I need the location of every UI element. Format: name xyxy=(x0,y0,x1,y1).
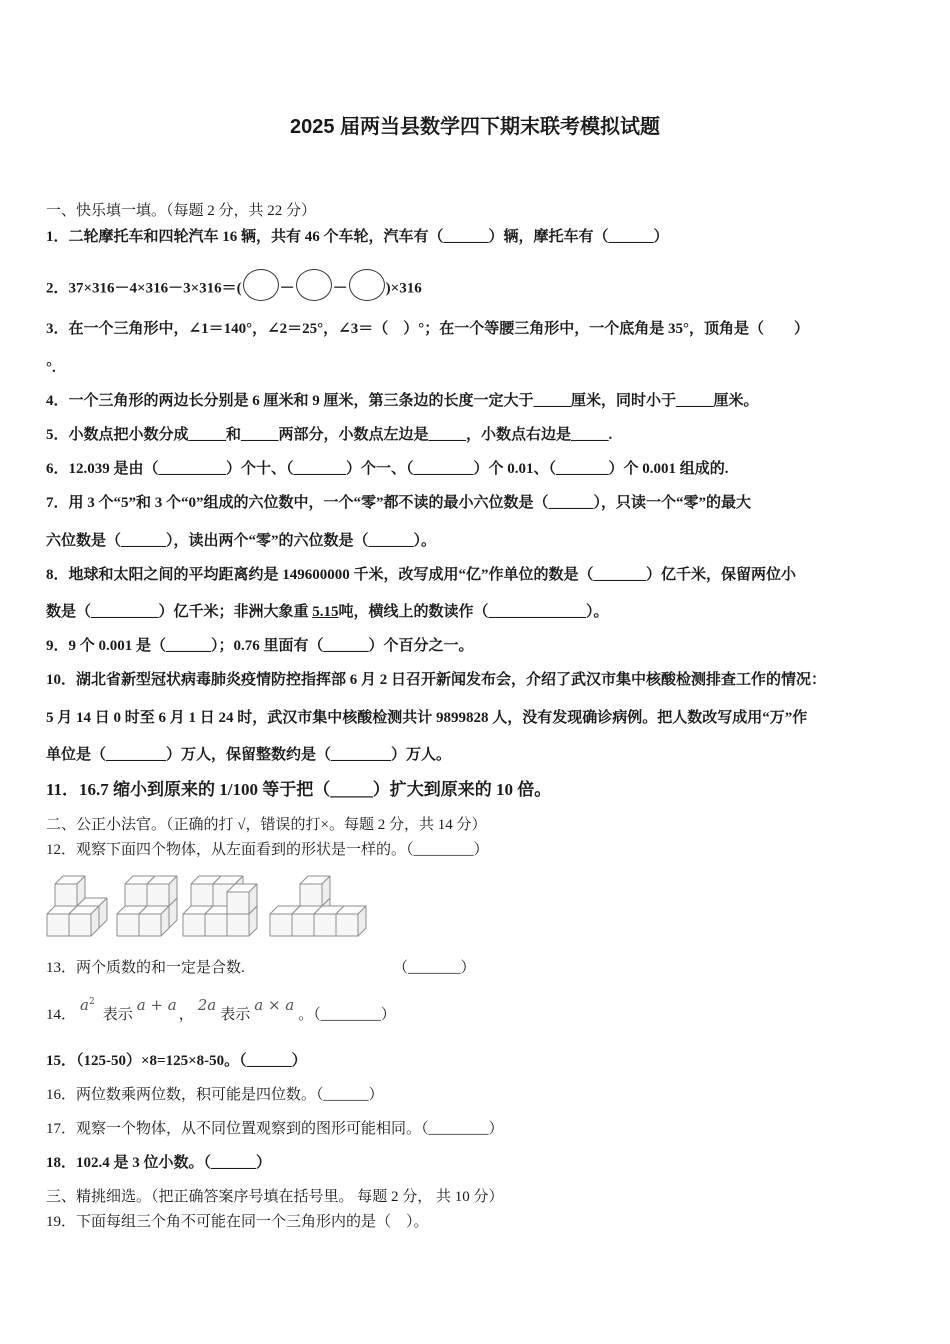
question-15: 15．（125-50）×8=125×8-50。（______） xyxy=(46,1053,307,1069)
math-exponent: 2 xyxy=(88,997,95,1007)
question-12: 12．观察下面四个物体，从左面看到的形状是一样的。（________） xyxy=(46,842,489,858)
minus-sign: － xyxy=(332,280,348,297)
word-represents: 表示 xyxy=(102,1007,133,1023)
question-16: 16．两位数乘两位数，积可能是四位数。（______） xyxy=(46,1087,384,1103)
cube xyxy=(69,906,99,936)
question-6: 6．12.039 是由（_________）个十、（_______）个一、（________）个 0.01、（_______）个 0.001 组成的. xyxy=(46,461,729,477)
question-10-line-1: 10．湖北省新型冠状病毒肺炎疫情防控指挥部 6 月 2 日召开新闻发布会，介绍了武汉市集中核酸检测排查工作的情况： xyxy=(46,672,827,688)
question-18: 18．102.4 是 3 位小数。（______） xyxy=(46,1155,272,1171)
question-1: 1．二轮摩托车和四轮汽车 16 辆，共有 46 个车轮，汽车有（______）辆，摩托车有（______） xyxy=(46,229,669,245)
cube-front-face xyxy=(227,914,249,936)
cube-front-face xyxy=(47,914,69,936)
math-expression: 2a xyxy=(197,996,217,1014)
question-11: 11．16.7 缩小到原来的 1/100 等于把（_____）扩大到原来的 10 倍。 xyxy=(46,780,552,799)
question-3-line-2: °. xyxy=(46,360,56,376)
question-14 xyxy=(46,996,396,1027)
cube-figure-1 xyxy=(47,876,107,936)
question-2-suffix: )×316 xyxy=(385,280,422,297)
cube-front-face xyxy=(139,914,161,936)
question-8-text: 数是（_________）亿千米；非洲大象重 xyxy=(46,604,313,620)
question-4: 4．一个三角形的两边长分别是 6 厘米和 9 厘米，第三条边的长度一定大于_____厘米，同时小于_____厘米。 xyxy=(46,393,759,409)
question-8-line-1: 8．地球和太阳之间的平均距离约是 149600000 千米，改写成用“亿”作单位的数是（_______）亿千米，保留两位小 xyxy=(46,567,797,583)
cube xyxy=(300,876,330,906)
math-base: a xyxy=(80,996,89,1014)
cube xyxy=(147,876,177,906)
answer-circle xyxy=(296,269,332,301)
word-represents: 表示 xyxy=(220,1007,251,1023)
question-19: 19．下面每组三个角不可能在同一个三角形内的是（ ）。 xyxy=(46,1214,429,1230)
section-2-heading: 二、公正小法官。（正确的打 √，错误的打×。每题 2 分，共 14 分） xyxy=(46,817,487,833)
cube-front-face xyxy=(336,914,358,936)
answer-blank: （_______） xyxy=(393,960,476,976)
answer-circle xyxy=(243,269,279,301)
question-2 xyxy=(46,273,422,305)
cube-front-face xyxy=(117,914,139,936)
cube-front-face xyxy=(183,914,205,936)
question-9: 9．9 个 0.001 是（______）；0.76 里面有（______）个百分之一。 xyxy=(46,638,474,654)
cube-figure-4 xyxy=(270,876,366,936)
question-17: 17．观察一个物体，从不同位置观察到的图形可能相同。（________） xyxy=(46,1121,504,1137)
page-title: 2025 届两当县数学四下期末联考模拟试题 xyxy=(289,116,661,138)
question-13-text: 13．两个质数的和一定是合数. xyxy=(46,960,245,976)
question-14-ending: 。（________） xyxy=(298,1007,396,1023)
cube-front-face xyxy=(205,914,227,936)
cube-front-face xyxy=(292,914,314,936)
math-expression xyxy=(80,996,95,1014)
question-10-line-2: 5 月 14 日 0 时至 6 月 1 日 24 时，武汉市集中核酸检测共计 9899828 人，没有发现确诊病例。把人数改写成用“万”作 xyxy=(46,710,808,726)
cube-front-face xyxy=(69,914,91,936)
question-7-line-2: 六位数是（______），读出两个“零”的六位数是（______）。 xyxy=(46,533,437,549)
cube-front-face xyxy=(314,914,336,936)
cube-front-face xyxy=(300,884,322,906)
comma: ， xyxy=(178,1007,194,1023)
cube xyxy=(139,906,169,936)
question-8-text: 吨，横线上的数读作（_____________）。 xyxy=(338,604,609,620)
underlined-number: 5.15 xyxy=(312,604,339,620)
question-8-line-2 xyxy=(46,602,609,622)
cube-figure-3 xyxy=(183,876,257,936)
section-3-heading: 三、精挑细选。（把正确答案序号填在括号里。 每题 2 分， 共 10 分） xyxy=(46,1189,504,1205)
cube-front-face xyxy=(270,914,292,936)
question-2-prefix: 2．37×316－4×316－3×316＝( xyxy=(46,280,242,297)
cube-figures xyxy=(46,868,376,940)
section-1-heading: 一、快乐填一填。（每题 2 分，共 22 分） xyxy=(46,203,317,219)
question-10-line-3: 单位是（________）万人，保留整数约是（________）万人。 xyxy=(46,747,452,763)
cube-front-face xyxy=(147,884,169,906)
question-3-line-1: 3．在一个三角形中，∠1＝140°，∠2＝25°，∠3＝（ ）°；在一个等腰三角形中，一个底角是 35°，顶角是（ ） xyxy=(46,321,809,337)
question-5: 5．小数点把小数分成_____和_____两部分，小数点左边是_____，小数点右边是_____. xyxy=(46,427,613,443)
cube xyxy=(227,884,257,914)
answer-circle xyxy=(349,269,385,301)
math-expression: a × a xyxy=(254,996,295,1014)
math-expression: a + a xyxy=(136,996,177,1014)
question-number: 14． xyxy=(46,1007,77,1023)
cube xyxy=(55,876,85,906)
cube-figure-2 xyxy=(117,876,177,936)
cube-front-face xyxy=(125,884,147,906)
minus-sign: － xyxy=(279,280,295,297)
cube xyxy=(336,906,366,936)
question-7-line-1: 7．用 3 个“5”和 3 个“0”组成的六位数中，一个“零”都不读的最小六位数是（______），只读一个“零”的最大 xyxy=(46,495,752,511)
cube-front-face xyxy=(227,892,249,914)
question-13 xyxy=(46,958,476,978)
cube-front-face xyxy=(191,884,213,906)
cube-front-face xyxy=(55,884,77,906)
